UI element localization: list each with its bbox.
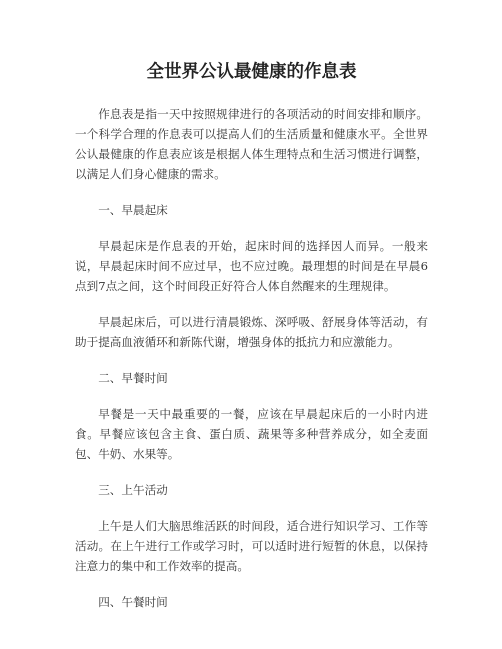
section-paragraph: 早餐是一天中最重要的一餐，应该在早晨起床后的一小时内进食。早餐应该包含主食、蛋白质、蔬果等多种营养成分，如全麦面包、牛奶、水果等。	[75, 407, 428, 461]
section-paragraph: 早晨起床后，可以进行清晨锻炼、深呼吸、舒展身体等活动，有助于提高血液循环和新陈代谢，增强身体的抵抗力和应激能力。	[75, 315, 428, 349]
section-wake-up	[75, 200, 428, 352]
intro-paragraph: 作息表是指一天中按照规律进行的各项活动的时间安排和顺序。一个科学合理的作息表可以提高人们的生活质量和健康水平。全世界公认最健康的作息表应该是根据人体生理特点和生活习惯进行调整，以满足人们身心健康的需求。	[75, 107, 428, 181]
section-morning-activities	[75, 480, 428, 576]
section-breakfast	[75, 368, 428, 464]
section-heading: 二、早餐时间	[98, 371, 168, 385]
document-title: 全世界公认最健康的作息表	[146, 62, 357, 82]
section-lunch	[75, 592, 428, 612]
section-heading: 四、午餐时间	[98, 595, 168, 609]
section-paragraph: 上午是人们大脑思维活跃的时间段，适合进行知识学习、工作等活动。在上午进行工作或学习时，可以适时进行短暂的休息，以保持注意力的集中和工作效率的提高。	[75, 519, 428, 573]
section-heading: 一、早晨起床	[98, 203, 168, 217]
section-heading: 三、上午活动	[98, 483, 168, 497]
section-paragraph: 早晨起床是作息表的开始，起床时间的选择因人而异。一般来说，早晨起床时间不应过早，也不应过晚。最理想的时间是在早晨6点到7点之间，这个时间段正好符合人体自然醒来的生理规律。	[75, 239, 428, 293]
